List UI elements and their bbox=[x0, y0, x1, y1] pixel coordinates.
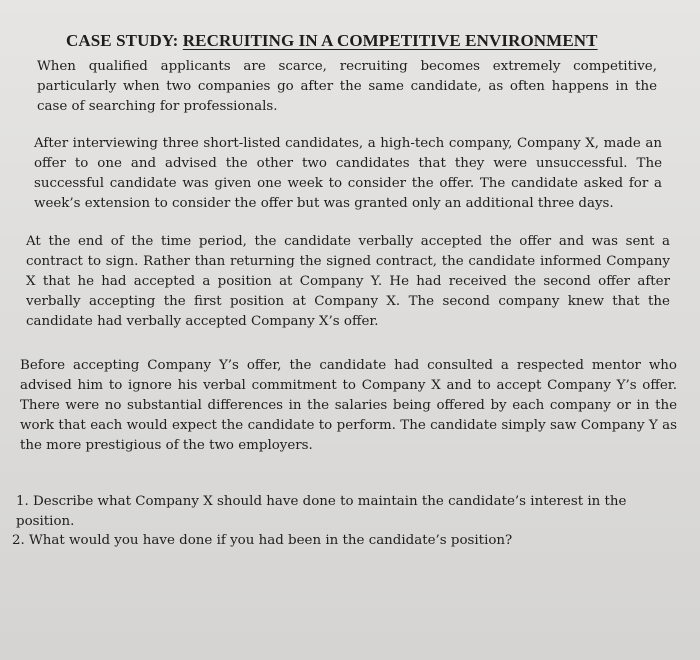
paragraph-offer: After interviewing three short-listed candidates, a high-tech company, Company X, made an offer to one and advised the other two candidates that they were unsuccessful. The successful candidate was given one week to consider the offer. The candidate asked for a week’s extension to consider the offer but was granted only an additional three days. bbox=[34, 136, 662, 211]
question-2: 2. What would you have done if you had been in the candidate’s position? bbox=[12, 533, 513, 548]
question-1: 1. Describe what Company X should have done to maintain the candidate’s interest in the position. bbox=[16, 494, 627, 529]
paragraph-intro: When qualified applicants are scarce, recruiting becomes extremely competitive, particularly when two companies go after the same candidate, as often happens in the case of searching for professionals. bbox=[37, 59, 657, 114]
paragraph-mentor: Before accepting Company Y’s offer, the candidate had consulted a respected mentor who advised him to ignore his verbal commitment to Company X and to accept Company Y’s offer. There were no substantial differences in the salaries being offered by each company or in the work that each would expect the candidate to perform. The candidate simply saw Company Y as the more prestigious of the two employers. bbox=[20, 358, 677, 453]
title-main: RECRUITING IN A COMPETITIVE ENVIRONMENT bbox=[182, 31, 598, 50]
case-study-title bbox=[66, 31, 598, 51]
paragraph-acceptance: At the end of the time period, the candidate verbally accepted the offer and was sent a contract to sign. Rather than returning the signed contract, the candidate informed Company X that he had accepted a position at Company Y. He had received the second offer after verbally accepting the first position at Company X. The second company knew that the candidate had verbally accepted Company X’s offer. bbox=[26, 234, 670, 329]
title-prefix: CASE STUDY: bbox=[66, 31, 183, 50]
